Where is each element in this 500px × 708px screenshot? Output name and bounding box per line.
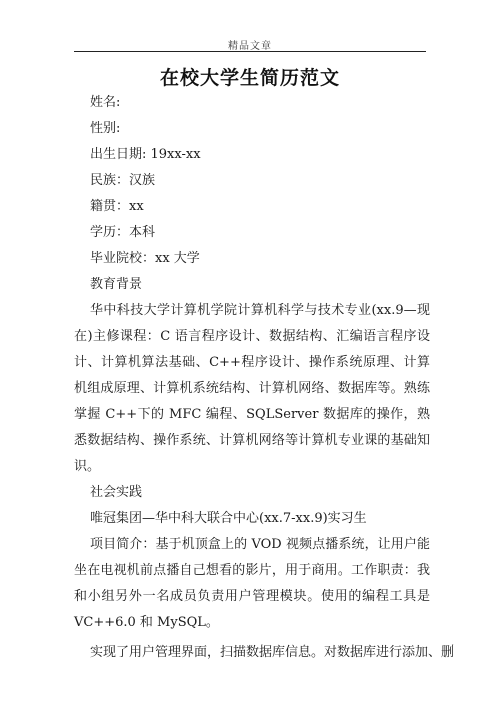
field-birth-date: 出生日期: 19xx-xx (90, 147, 201, 162)
implementation-line: 实现了用户管理界面，扫描数据库信息。对数据库进行添加、删 (90, 645, 455, 660)
page-header: 精品文章 (228, 41, 272, 52)
education-paragraph: 华中科技大学计算机学院计算机科学与技术专业(xx.9—现在)主修课程：C 语言程序设计、数据结构、汇编语言程序设计、计算机算法基础、C++程序设计、操作系统原理、计算机组成原理、计算机系统结构、计算机网络、数据库等。熟练掌握 C++下的 MFC 编程、SQLServer 数据库的操作，熟悉数据结构、操作系统、计算机网络等计算机专业课的基础知识。 (74, 303, 430, 474)
field-ethnicity: 民族：汉族 (90, 173, 156, 188)
practice-company-line: 唯冠集团—华中科大联合中心(xx.7-xx.9)实习生 (90, 511, 367, 526)
field-school: 毕业院校：xx 大学 (90, 251, 200, 266)
field-gender: 性别: (90, 121, 121, 136)
field-education: 学历：本科 (90, 225, 156, 240)
document-title: 在校大学生简历范文 (159, 67, 340, 89)
section-social-practice: 社会实践 (90, 485, 143, 500)
project-intro-paragraph: 项目简介：基于机顶盒上的 VOD 视频点播系统，让用户能坐在电视机前点播自己想看的影片，用于商用。工作职责：我和小组另外一名成员负责用户管理模块。使用的编程工具是 VC++6.0 和 MySQL。 (74, 537, 430, 630)
section-education-background: 教育背景 (90, 277, 143, 292)
document-body (74, 90, 455, 666)
field-name: 姓名: (90, 95, 121, 110)
field-native-place: 籍贯：xx (90, 199, 144, 214)
header-divider (74, 51, 426, 52)
